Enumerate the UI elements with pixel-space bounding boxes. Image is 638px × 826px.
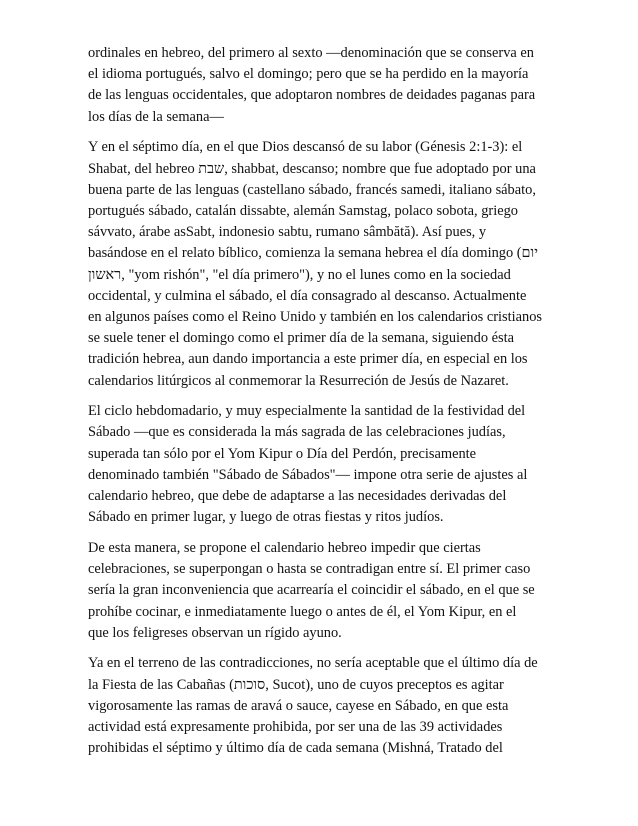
text-line: prohibidas el séptimo y último día de cada semana (Mishná, Tratado del <box>88 740 503 757</box>
text-line: occidental, y culmina el sábado, el día consagrado al descanso. Actualmente <box>88 287 527 304</box>
paragraph-weekly-cycle <box>88 401 558 528</box>
text-line: De esta manera, se propone el calendario hebreo impedir que ciertas <box>88 539 481 556</box>
text-line: sería la gran inconveniencia que acarrearía el coincidir el sábado, en el que se <box>88 582 535 599</box>
text-line: portugués sábado, catalán dissabte, alemán Samstag, polaco sobota, griego <box>88 202 518 219</box>
text-line: El ciclo hebdomadario, y muy especialmente la santidad de la festividad del <box>88 403 526 420</box>
text-line: Shabat, del hebreo שבת, shabbat, descanso; nombre que fue adoptado por una <box>88 160 536 177</box>
text-line: ordinales en hebreo, del primero al sexto —denominación que se conserva en <box>88 45 534 61</box>
text-line: sávvato, árabe asSabt, indonesio sabtu, rumano sâmbătă). Así pues, y <box>88 224 487 241</box>
text-line: calendarios litúrgicos al conmemorar la Resurreción de Jesús de Nazaret. <box>88 372 509 389</box>
text-line: prohíbe cocinar, e inmediatamente luego o antes de él, el Yom Kipur, en el <box>88 603 517 620</box>
text-line: basándose en el relato bíblico, comienza la semana hebrea el día domingo (יום <box>88 245 538 262</box>
text-line: de las lenguas occidentales, que adoptaron nombres de deidades paganas para <box>88 87 536 104</box>
text-line: el idioma portugués, salvo el domingo; pero que se ha perdido en la mayoría <box>88 66 529 83</box>
text-line: la Fiesta de las Cabañas (סוכות, Sucot), uno de cuyos preceptos es agitar <box>88 676 504 693</box>
paragraph-shabat <box>88 137 558 391</box>
text-line: Ya en el terreno de las contradicciones, no sería aceptable que el último día de <box>88 655 538 672</box>
text-line: ראשון, "yom rishón", "el día primero"), y no el lunes como en la sociedad <box>88 266 511 283</box>
text-line: actividad está expresamente prohibida, por ser una de las 39 actividades <box>88 719 503 736</box>
text-line: que los feligreses observan un rígido ayuno. <box>88 624 342 641</box>
text-line: denominado también "Sábado de Sábados"— impone otra serie de ajustes al <box>88 466 528 483</box>
text-line: los días de la semana— <box>88 108 224 125</box>
text-line: Sábado en primer lugar, y luego de otras fiestas y ritos judíos. <box>88 509 444 526</box>
document-body <box>88 43 558 769</box>
text-line: Y en el séptimo día, en el que Dios descansó de su labor (Génesis 2:1-3): el <box>88 139 523 156</box>
paragraph-weekday-names <box>88 43 558 128</box>
text-line: calendario hebreo, que debe de adaptarse a las necesidades derivadas del <box>88 488 507 505</box>
text-line: en algunos países como el Reino Unido y también en los calendarios cristianos <box>88 308 543 325</box>
text-line: se suele tener el domingo como el primer día de la semana, siguiendo ésta <box>88 330 514 347</box>
text-line: celebraciones, se superpongan o hasta se contradigan entre sí. El primer caso <box>88 561 531 578</box>
text-line: Sábado —que es considerada la más sagrada de las celebraciones judías, <box>88 424 506 441</box>
paragraph-contradictions <box>88 653 558 759</box>
text-line: superada tan sólo por el Yom Kipur o Día del Perdón, precisamente <box>88 445 477 462</box>
text-line: tradición hebrea, aun dando importancia a este primer día, en especial en los <box>88 351 528 368</box>
text-line: vigorosamente las ramas de aravá o sauce, cayese en Sábado, en que esta <box>88 697 509 714</box>
paragraph-overlap-prevention <box>88 538 558 644</box>
text-line: buena parte de las lenguas (castellano sábado, francés samedi, italiano sábato, <box>88 181 536 198</box>
